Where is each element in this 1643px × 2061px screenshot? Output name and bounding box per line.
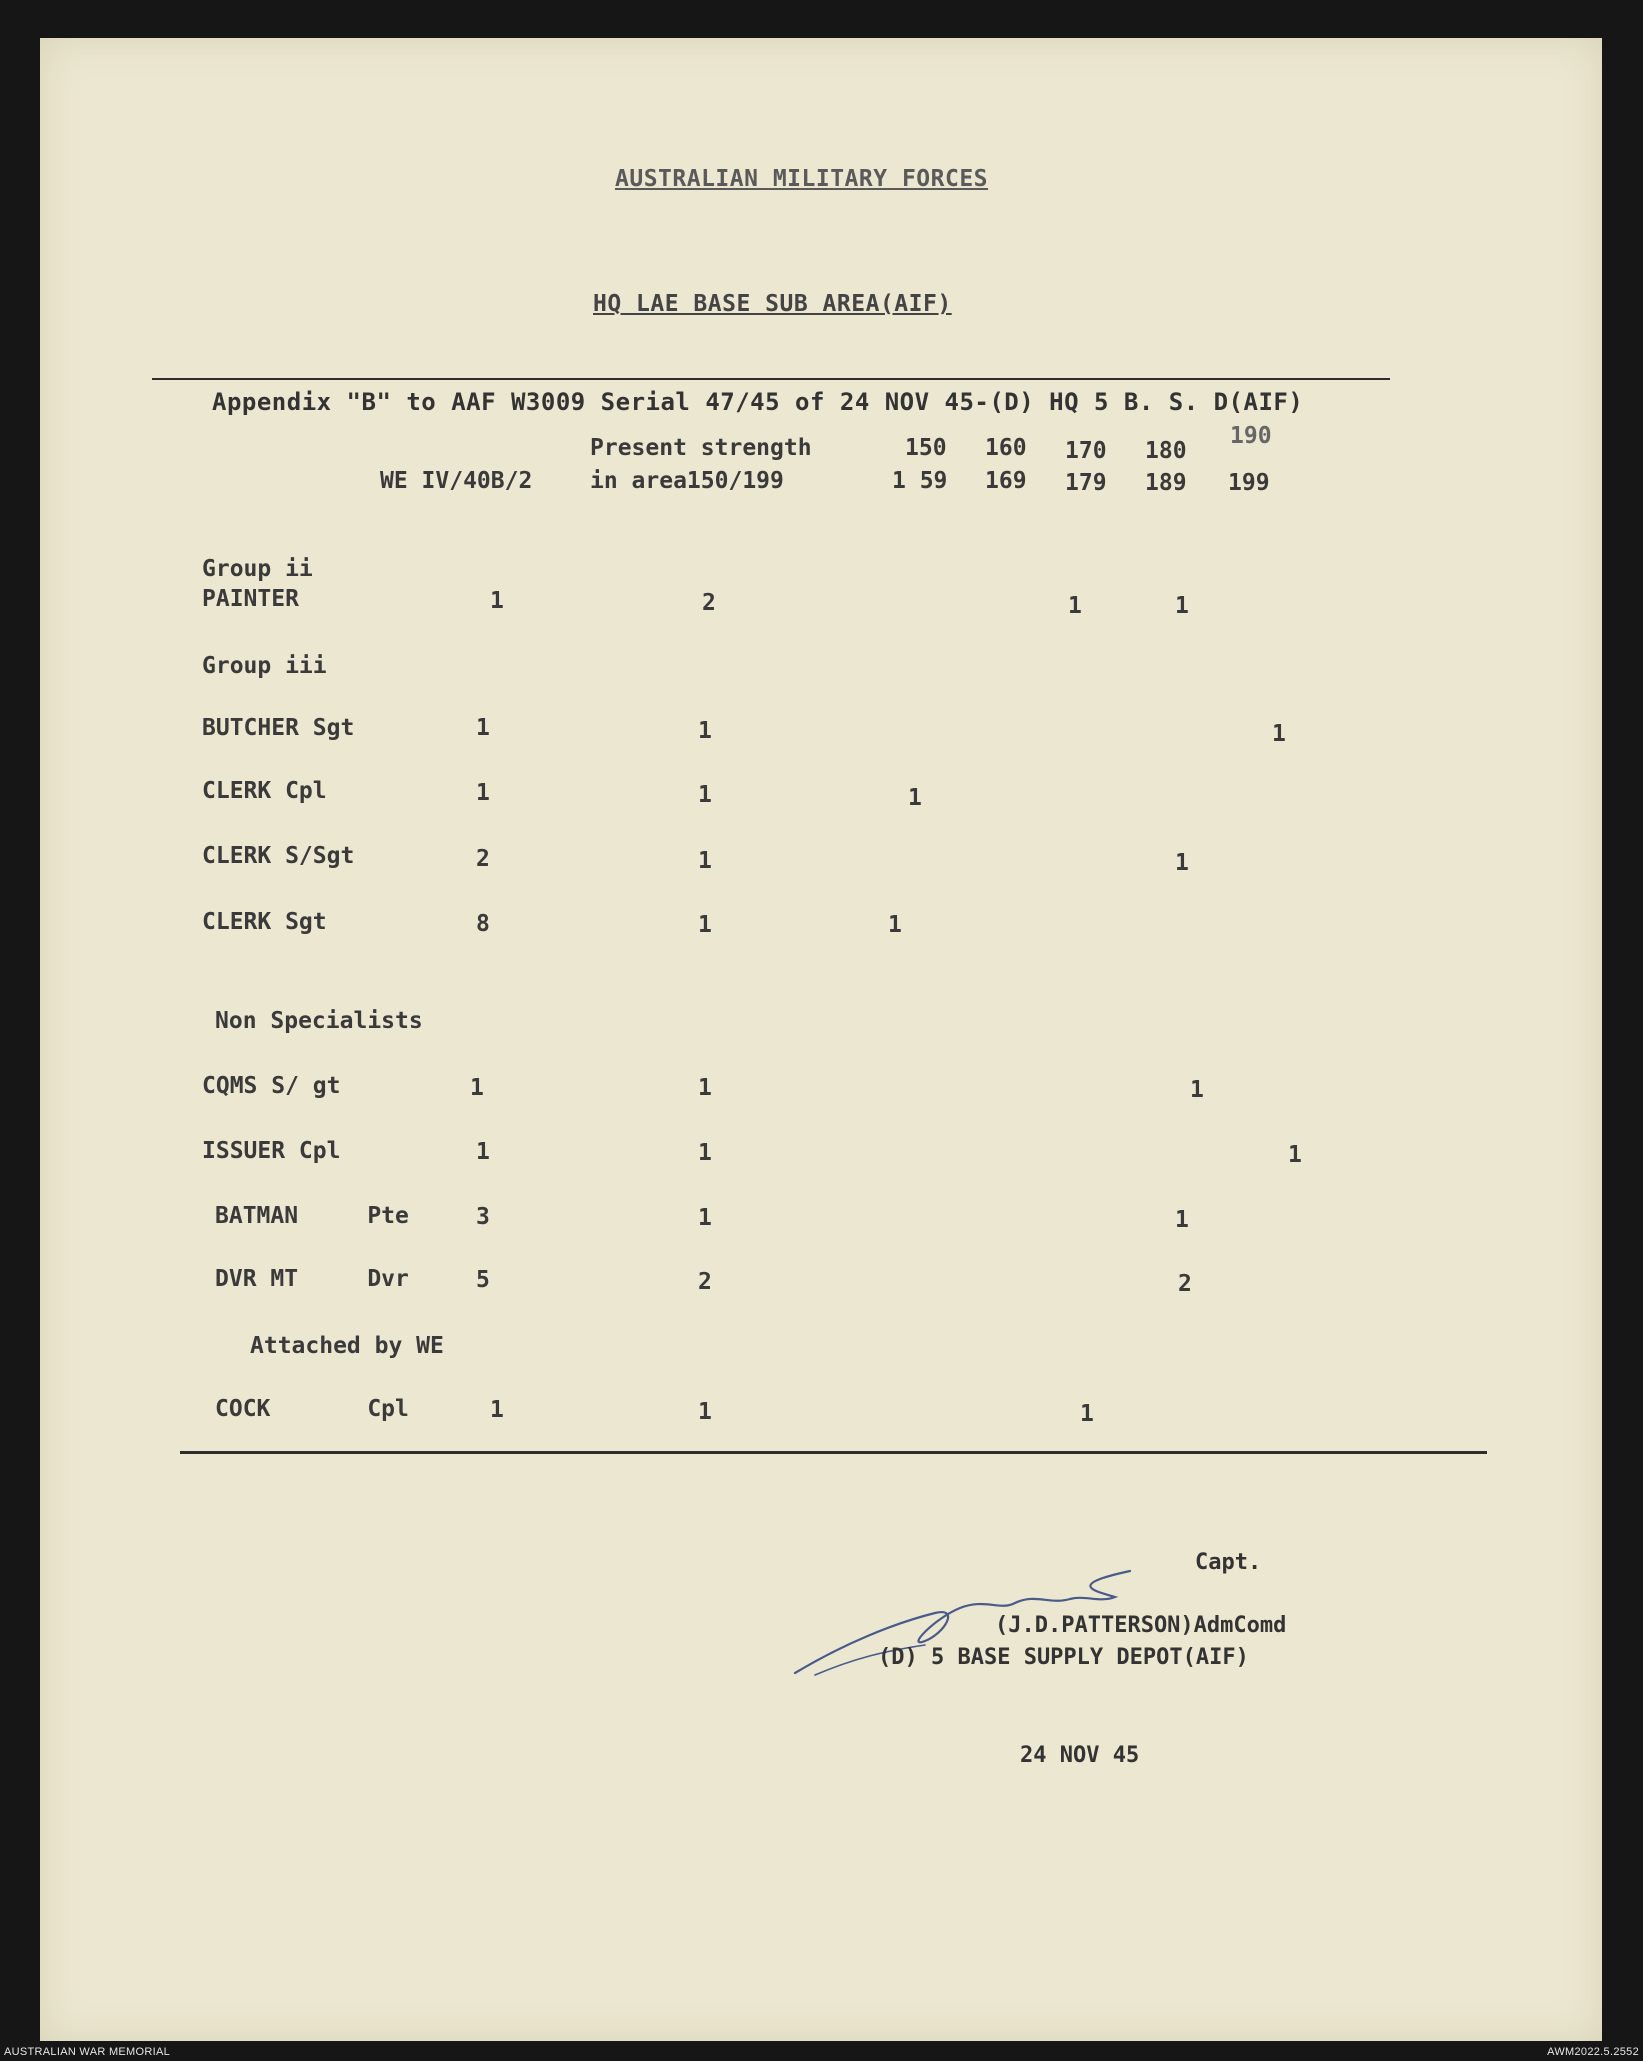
row-we: 1 xyxy=(470,1075,484,1101)
row-present: 1 xyxy=(698,1205,712,1231)
row-we: 1 xyxy=(476,780,490,806)
row-we: 1 xyxy=(490,588,504,614)
closing-rule-left xyxy=(180,1451,1240,1454)
appendix-line: Appendix "B" to AAF W3009 Serial 47/45 of 24 NOV 45-(D) HQ 5 B. S. D(AIF) xyxy=(212,388,1304,416)
row-label: CLERK Cpl xyxy=(202,778,327,804)
row-c180: 1 xyxy=(1175,850,1189,876)
row-c180: 2 xyxy=(1178,1271,1192,1297)
row-c170: 1 xyxy=(1068,593,1082,619)
row-present: 2 xyxy=(698,1269,712,1295)
heading-australian-military-forces: AUSTRALIAN MILITARY FORCES xyxy=(615,166,989,192)
row-present: 1 xyxy=(698,848,712,874)
signature-name: (J.D.PATTERSON)AdmComd xyxy=(995,1613,1287,1638)
document-page xyxy=(40,38,1602,2041)
row-present: 1 xyxy=(698,1140,712,1166)
row-we: 8 xyxy=(476,911,490,937)
row-we: 1 xyxy=(476,1139,490,1165)
row-label: BATMAN Pte xyxy=(215,1203,409,1229)
row-c180: 1 xyxy=(1175,593,1189,619)
row-we: 3 xyxy=(476,1204,490,1230)
row-c150: 1 xyxy=(908,785,922,811)
signature-unit: (D) 5 BASE SUPPLY DEPOT(AIF) xyxy=(878,1645,1249,1670)
header-c160-top: 160 xyxy=(985,435,1027,461)
footer-institution: AUSTRALIAN WAR MEMORIAL xyxy=(4,2046,171,2058)
row-label: CQMS S/ gt xyxy=(202,1073,341,1099)
header-present-line2: in area150/199 xyxy=(590,468,784,494)
header-c160-bot: 169 xyxy=(985,468,1027,494)
header-we: WE IV/40B/2 xyxy=(380,468,533,494)
row-we: 1 xyxy=(476,715,490,741)
row-c180: 1 xyxy=(1175,1207,1189,1233)
row-present: 2 xyxy=(702,590,716,616)
section-attached-by-we: Attached by WE xyxy=(250,1333,444,1359)
section-group-ii: Group ii xyxy=(202,556,313,582)
header-c180-top: 180 xyxy=(1145,438,1187,464)
row-label: BUTCHER Sgt xyxy=(202,715,355,741)
row-label: COCK Cpl xyxy=(215,1396,409,1422)
header-c180-bot: 189 xyxy=(1145,470,1187,496)
heading-hq-lae-base: HQ LAE BASE SUB AREA(AIF) xyxy=(593,291,952,317)
row-label: CLERK S/Sgt xyxy=(202,843,355,869)
row-label: PAINTER xyxy=(202,586,299,612)
row-present: 1 xyxy=(698,782,712,808)
row-present: 1 xyxy=(698,1075,712,1101)
signature-rank: Capt. xyxy=(1195,1550,1262,1575)
document-date: 24 NOV 45 xyxy=(1020,1743,1140,1768)
row-c180: 1 xyxy=(1190,1077,1204,1103)
header-c170-bot: 179 xyxy=(1065,470,1107,496)
row-present: 1 xyxy=(698,1399,712,1425)
header-c150-top: 150 xyxy=(905,435,947,461)
row-c190: 1 xyxy=(1288,1142,1302,1168)
row-label: DVR MT Dvr xyxy=(215,1266,409,1292)
row-c170: 1 xyxy=(1080,1401,1094,1427)
header-c170-top: 170 xyxy=(1065,438,1107,464)
row-label: CLERK Sgt xyxy=(202,909,327,935)
header-c190-bot: 199 xyxy=(1228,470,1270,496)
row-we: 2 xyxy=(476,846,490,872)
appendix-rule xyxy=(152,378,1390,380)
footer-accession-number: AWM2022.5.2552 xyxy=(1547,2046,1639,2058)
row-c150: 1 xyxy=(888,912,902,938)
section-group-iii: Group iii xyxy=(202,653,327,679)
header-c150-bot: 1 59 xyxy=(892,468,948,494)
closing-rule-right xyxy=(1240,1451,1487,1454)
row-present: 1 xyxy=(698,718,712,744)
row-present: 1 xyxy=(698,912,712,938)
header-present-line1: Present strength xyxy=(590,435,812,461)
row-we: 1 xyxy=(490,1397,504,1423)
row-label: ISSUER Cpl xyxy=(202,1138,341,1164)
row-we: 5 xyxy=(476,1267,490,1293)
header-c190-top: 190 xyxy=(1230,423,1272,449)
row-c190: 1 xyxy=(1272,721,1286,747)
section-non-specialists: Non Specialists xyxy=(215,1008,423,1034)
